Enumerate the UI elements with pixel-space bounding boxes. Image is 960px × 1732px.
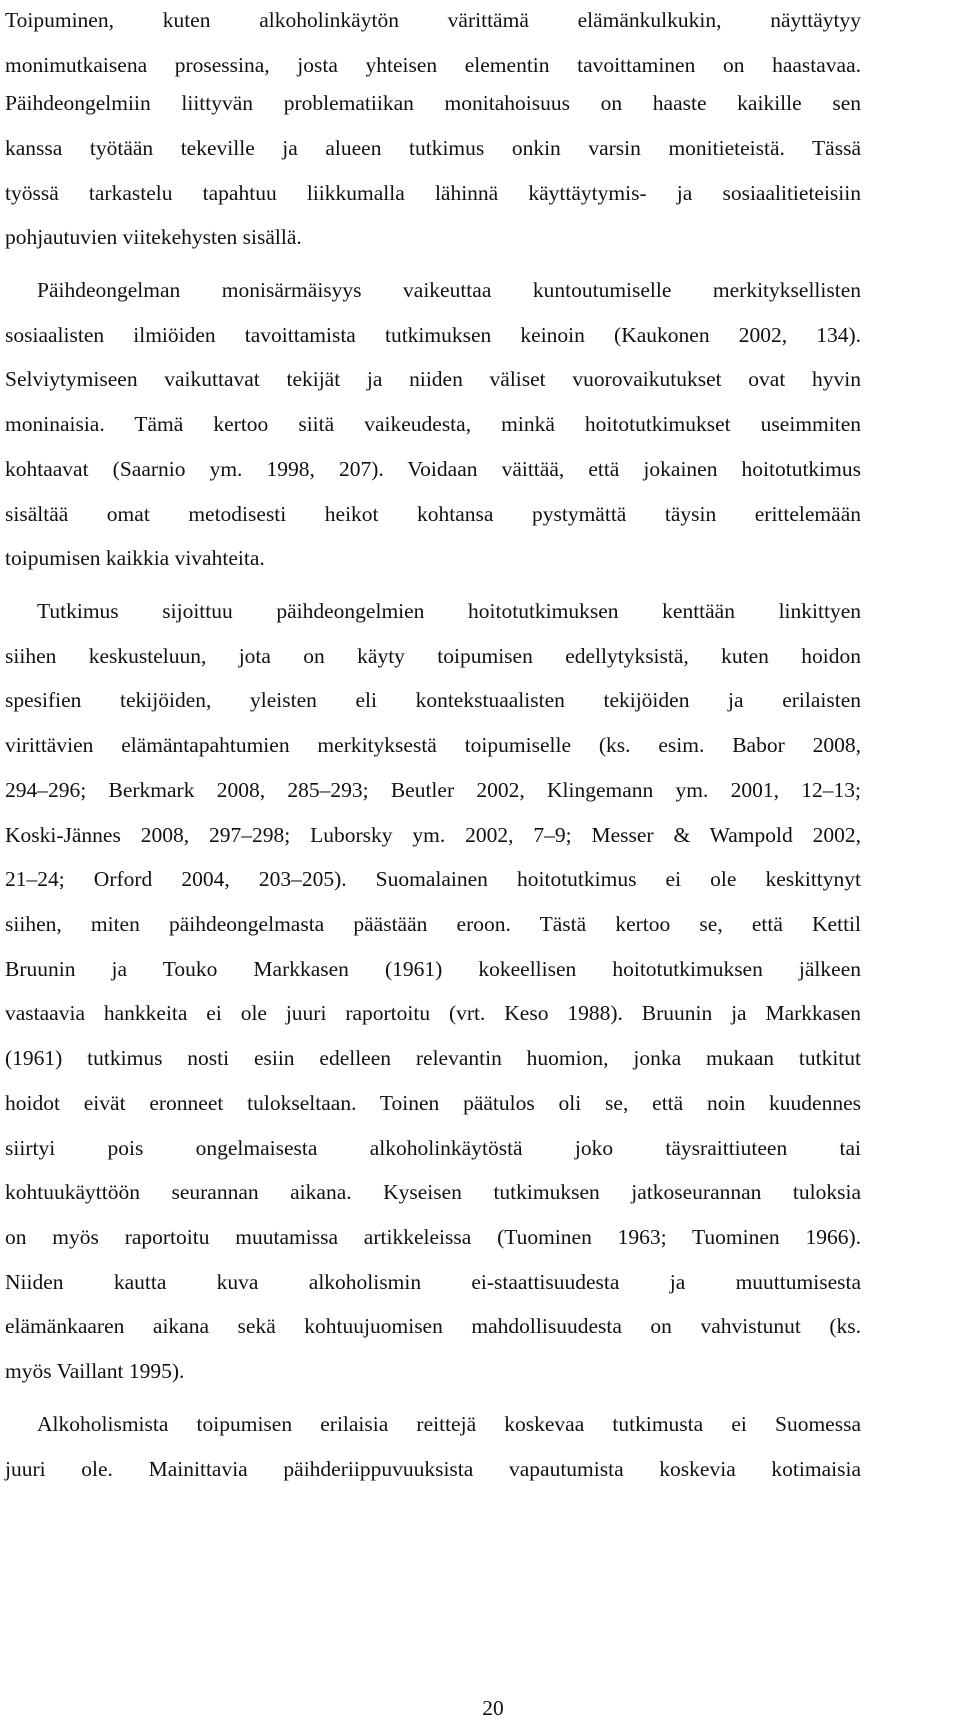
text-line: on myös raportoitu muutamissa artikkeleissa (Tuominen 1963; Tuominen 1966).: [5, 1225, 861, 1249]
text-line: vastaavia hankkeita ei ole juuri raportoitu (vrt. Keso 1988). Bruunin ja Markkasen: [5, 1001, 861, 1025]
text-line: työssä tarkastelu tapahtuu liikkumalla lähinnä käyttäytymis- ja sosiaalitieteisiin: [5, 181, 861, 205]
text-line: Alkoholismista toipumisen erilaisia reittejä koskevaa tutkimusta ei Suomessa: [37, 1412, 861, 1436]
text-line: moninaisia. Tämä kertoo siitä vaikeudesta, minkä hoitotutkimukset useimmiten: [5, 412, 861, 436]
text-line: Selviytymiseen vaikuttavat tekijät ja niiden väliset vuorovaikutukset ovat hyvin: [5, 367, 861, 391]
text-line: toipumisen kaikkia vivahteita.: [5, 546, 265, 570]
text-line: Niiden kautta kuva alkoholismin ei-staattisuudesta ja muuttumisesta: [5, 1270, 861, 1294]
text-line: kohtuukäyttöön seurannan aikana. Kyseisen tutkimuksen jatkoseurannan tuloksia: [5, 1180, 861, 1204]
text-line: kanssa työtään tekeville ja alueen tutkimus onkin varsin monitieteistä. Tässä: [5, 136, 861, 160]
page-number: 20: [482, 1696, 504, 1720]
text-line: Koski-Jännes 2008, 297–298; Luborsky ym. 2002, 7–9; Messer & Wampold 2002,: [5, 823, 861, 847]
text-line: 294–296; Berkmark 2008, 285–293; Beutler 2002, Klingemann ym. 2001, 12–13;: [5, 778, 861, 802]
text-line: myös Vaillant 1995).: [5, 1359, 185, 1383]
text-line: spesifien tekijöiden, yleisten eli kontekstuaalisten tekijöiden ja erilaisten: [5, 688, 861, 712]
text-line: Päihdeongelmiin liittyvän problematiikan monitahoisuus on haaste kaikille sen: [5, 91, 861, 115]
text-line: pohjautuvien viitekehysten sisällä.: [5, 225, 302, 249]
text-line: siirtyi pois ongelmaisesta alkoholinkäytöstä joko täysraittiuteen tai: [5, 1136, 861, 1160]
text-line: sisältää omat metodisesti heikot kohtansa pystymättä täysin erittelemään: [5, 502, 861, 526]
text-line: kohtaavat (Saarnio ym. 1998, 207). Voidaan väittää, että jokainen hoitotutkimus: [5, 457, 861, 481]
text-line: Toipuminen, kuten alkoholinkäytön värittämä elämänkulkukin, näyttäytyy: [5, 8, 861, 32]
text-line: (1961) tutkimus nosti esiin edelleen relevantin huomion, jonka mukaan tutkitut: [5, 1046, 861, 1070]
text-line: virittävien elämäntapahtumien merkityksestä toipumiselle (ks. esim. Babor 2008,: [5, 733, 861, 757]
text-line: juuri ole. Mainittavia päihderiippuvuuksista vapautumista koskevia kotimaisia: [5, 1457, 861, 1481]
text-line: monimutkaisena prosessina, josta yhteisen elementin tavoittaminen on haastavaa.: [5, 53, 861, 77]
text-line: Tutkimus sijoittuu päihdeongelmien hoitotutkimuksen kenttään linkittyen: [37, 599, 861, 623]
text-line: hoidot eivät eronneet tulokseltaan. Toinen päätulos oli se, että noin kuudennes: [5, 1091, 861, 1115]
text-line: Bruunin ja Touko Markkasen (1961) kokeellisen hoitotutkimuksen jälkeen: [5, 957, 861, 981]
text-line: siihen, miten päihdeongelmasta päästään eroon. Tästä kertoo se, että Kettil: [5, 912, 861, 936]
text-line: 21–24; Orford 2004, 203–205). Suomalainen hoitotutkimus ei ole keskittynyt: [5, 867, 861, 891]
text-line: elämänkaaren aikana sekä kohtuujuomisen mahdollisuudesta on vahvistunut (ks.: [5, 1314, 861, 1338]
text-line: sosiaalisten ilmiöiden tavoittamista tutkimuksen keinoin (Kaukonen 2002, 134).: [5, 323, 861, 347]
text-line: Päihdeongelman monisärmäisyys vaikeuttaa kuntoutumiselle merkityksellisten: [37, 278, 861, 302]
text-line: siihen keskusteluun, jota on käyty toipumisen edellytyksistä, kuten hoidon: [5, 644, 861, 668]
